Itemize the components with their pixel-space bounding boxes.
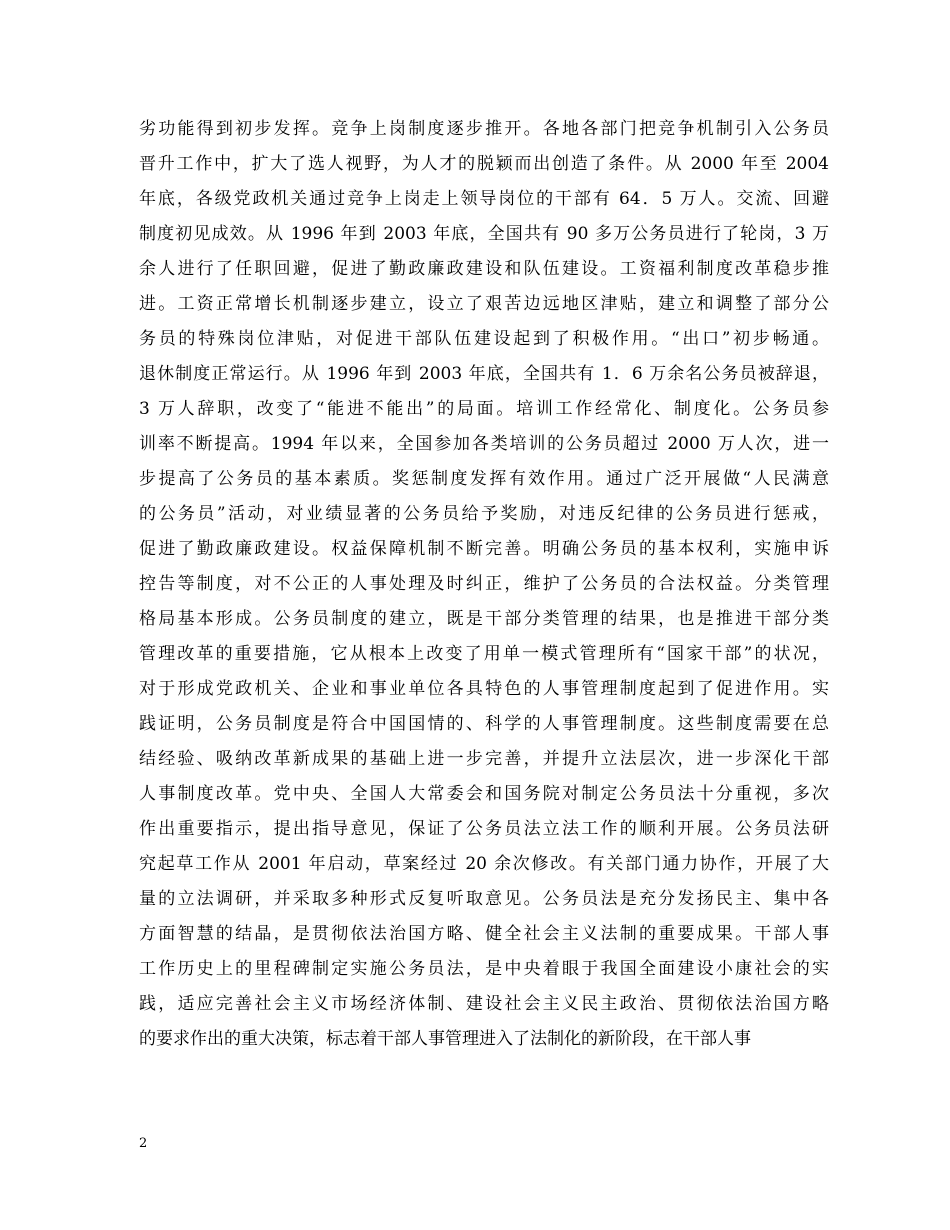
text-line: 的公务员”活动，对业绩显著的公务员给予奖励，对违反纪律的公务员进行惩戒， — [139, 504, 829, 524]
text-line: 管理改革的重要措施，它从根本上改变了用单一模式管理所有“国家干部”的状况， — [139, 644, 829, 664]
text-line: 步提高了公务员的基本素质。奖惩制度发挥有效作用。通过广泛开展做“人民满意 — [139, 469, 829, 489]
text-line: 训率不断提高。1994 年以来，全国参加各类培训的公务员超过 2000 万人次，进一 — [139, 434, 829, 454]
text-line: 结经验、吸纳改革新成果的基础上进一步完善，并提升立法层次，进一步深化干部 — [139, 749, 829, 769]
body-paragraph — [139, 112, 829, 1057]
text-line: 余人进行了任职回避，促进了勤政廉政建设和队伍建设。工资福利制度改革稳步推 — [139, 259, 829, 279]
text-line: 作出重要指示，提出指导意见，保证了公务员法立法工作的顺利开展。公务员法研 — [139, 819, 829, 839]
text-line: 量的立法调研，并采取多种形式反复听取意见。公务员法是充分发扬民主、集中各 — [139, 889, 829, 909]
text-line: 务员的特殊岗位津贴，对促进干部队伍建设起到了积极作用。“出口”初步畅通。 — [139, 329, 829, 349]
text-line: 年底，各级党政机关通过竞争上岗走上领导岗位的干部有 64．5 万人。交流、回避 — [139, 189, 829, 209]
text-line: 劣功能得到初步发挥。竞争上岗制度逐步推开。各地各部门把竞争机制引入公务员 — [139, 119, 829, 139]
text-line: 促进了勤政廉政建设。权益保障机制不断完善。明确公务员的基本权利，实施申诉 — [139, 539, 829, 559]
page-number: 2 — [139, 1136, 148, 1151]
text-line: 进。工资正常增长机制逐步建立，设立了艰苦边远地区津贴，建立和调整了部分公 — [139, 294, 829, 314]
text-line: 方面智慧的结晶，是贯彻依法治国方略、健全社会主义法制的重要成果。干部人事 — [139, 924, 829, 944]
text-line: 晋升工作中，扩大了选人视野，为人才的脱颖而出创造了条件。从 2000 年至 2004 — [139, 154, 829, 174]
text-line: 格局基本形成。公务员制度的建立，既是干部分类管理的结果，也是推进干部分类 — [139, 609, 829, 629]
text-line: 制度初见成效。从 1996 年到 2003 年底，全国共有 90 多万公务员进行了轮岗，3 万 — [139, 224, 829, 244]
text-line: 控告等制度，对不公正的人事处理及时纠正，维护了公务员的合法权益。分类管理 — [139, 574, 829, 594]
text-line: 对于形成党政机关、企业和事业单位各具特色的人事管理制度起到了促进作用。实 — [139, 679, 829, 699]
text-line: 3 万人辞职，改变了“能进不能出”的局面。培训工作经常化、制度化。公务员参 — [139, 399, 829, 419]
text-line: 践证明，公务员制度是符合中国国情的、科学的人事管理制度。这些制度需要在总 — [139, 714, 829, 734]
text-line: 践，适应完善社会主义市场经济体制、建设社会主义民主政治、贯彻依法治国方略 — [139, 994, 829, 1014]
text-line: 退休制度正常运行。从 1996 年到 2003 年底，全国共有 1．6 万余名公务员被辞退， — [139, 364, 829, 384]
text-line: 工作历史上的里程碑制定实施公务员法，是中央着眼于我国全面建设小康社会的实 — [139, 959, 829, 979]
text-line: 人事制度改革。党中央、全国人大常委会和国务院对制定公务员法十分重视，多次 — [139, 784, 829, 804]
text-line: 究起草工作从 2001 年启动，草案经过 20 余次修改。有关部门通力协作，开展了大 — [139, 854, 829, 874]
text-line: 的要求作出的重大决策，标志着干部人事管理进入了法制化的新阶段，在干部人事 — [139, 1029, 751, 1049]
